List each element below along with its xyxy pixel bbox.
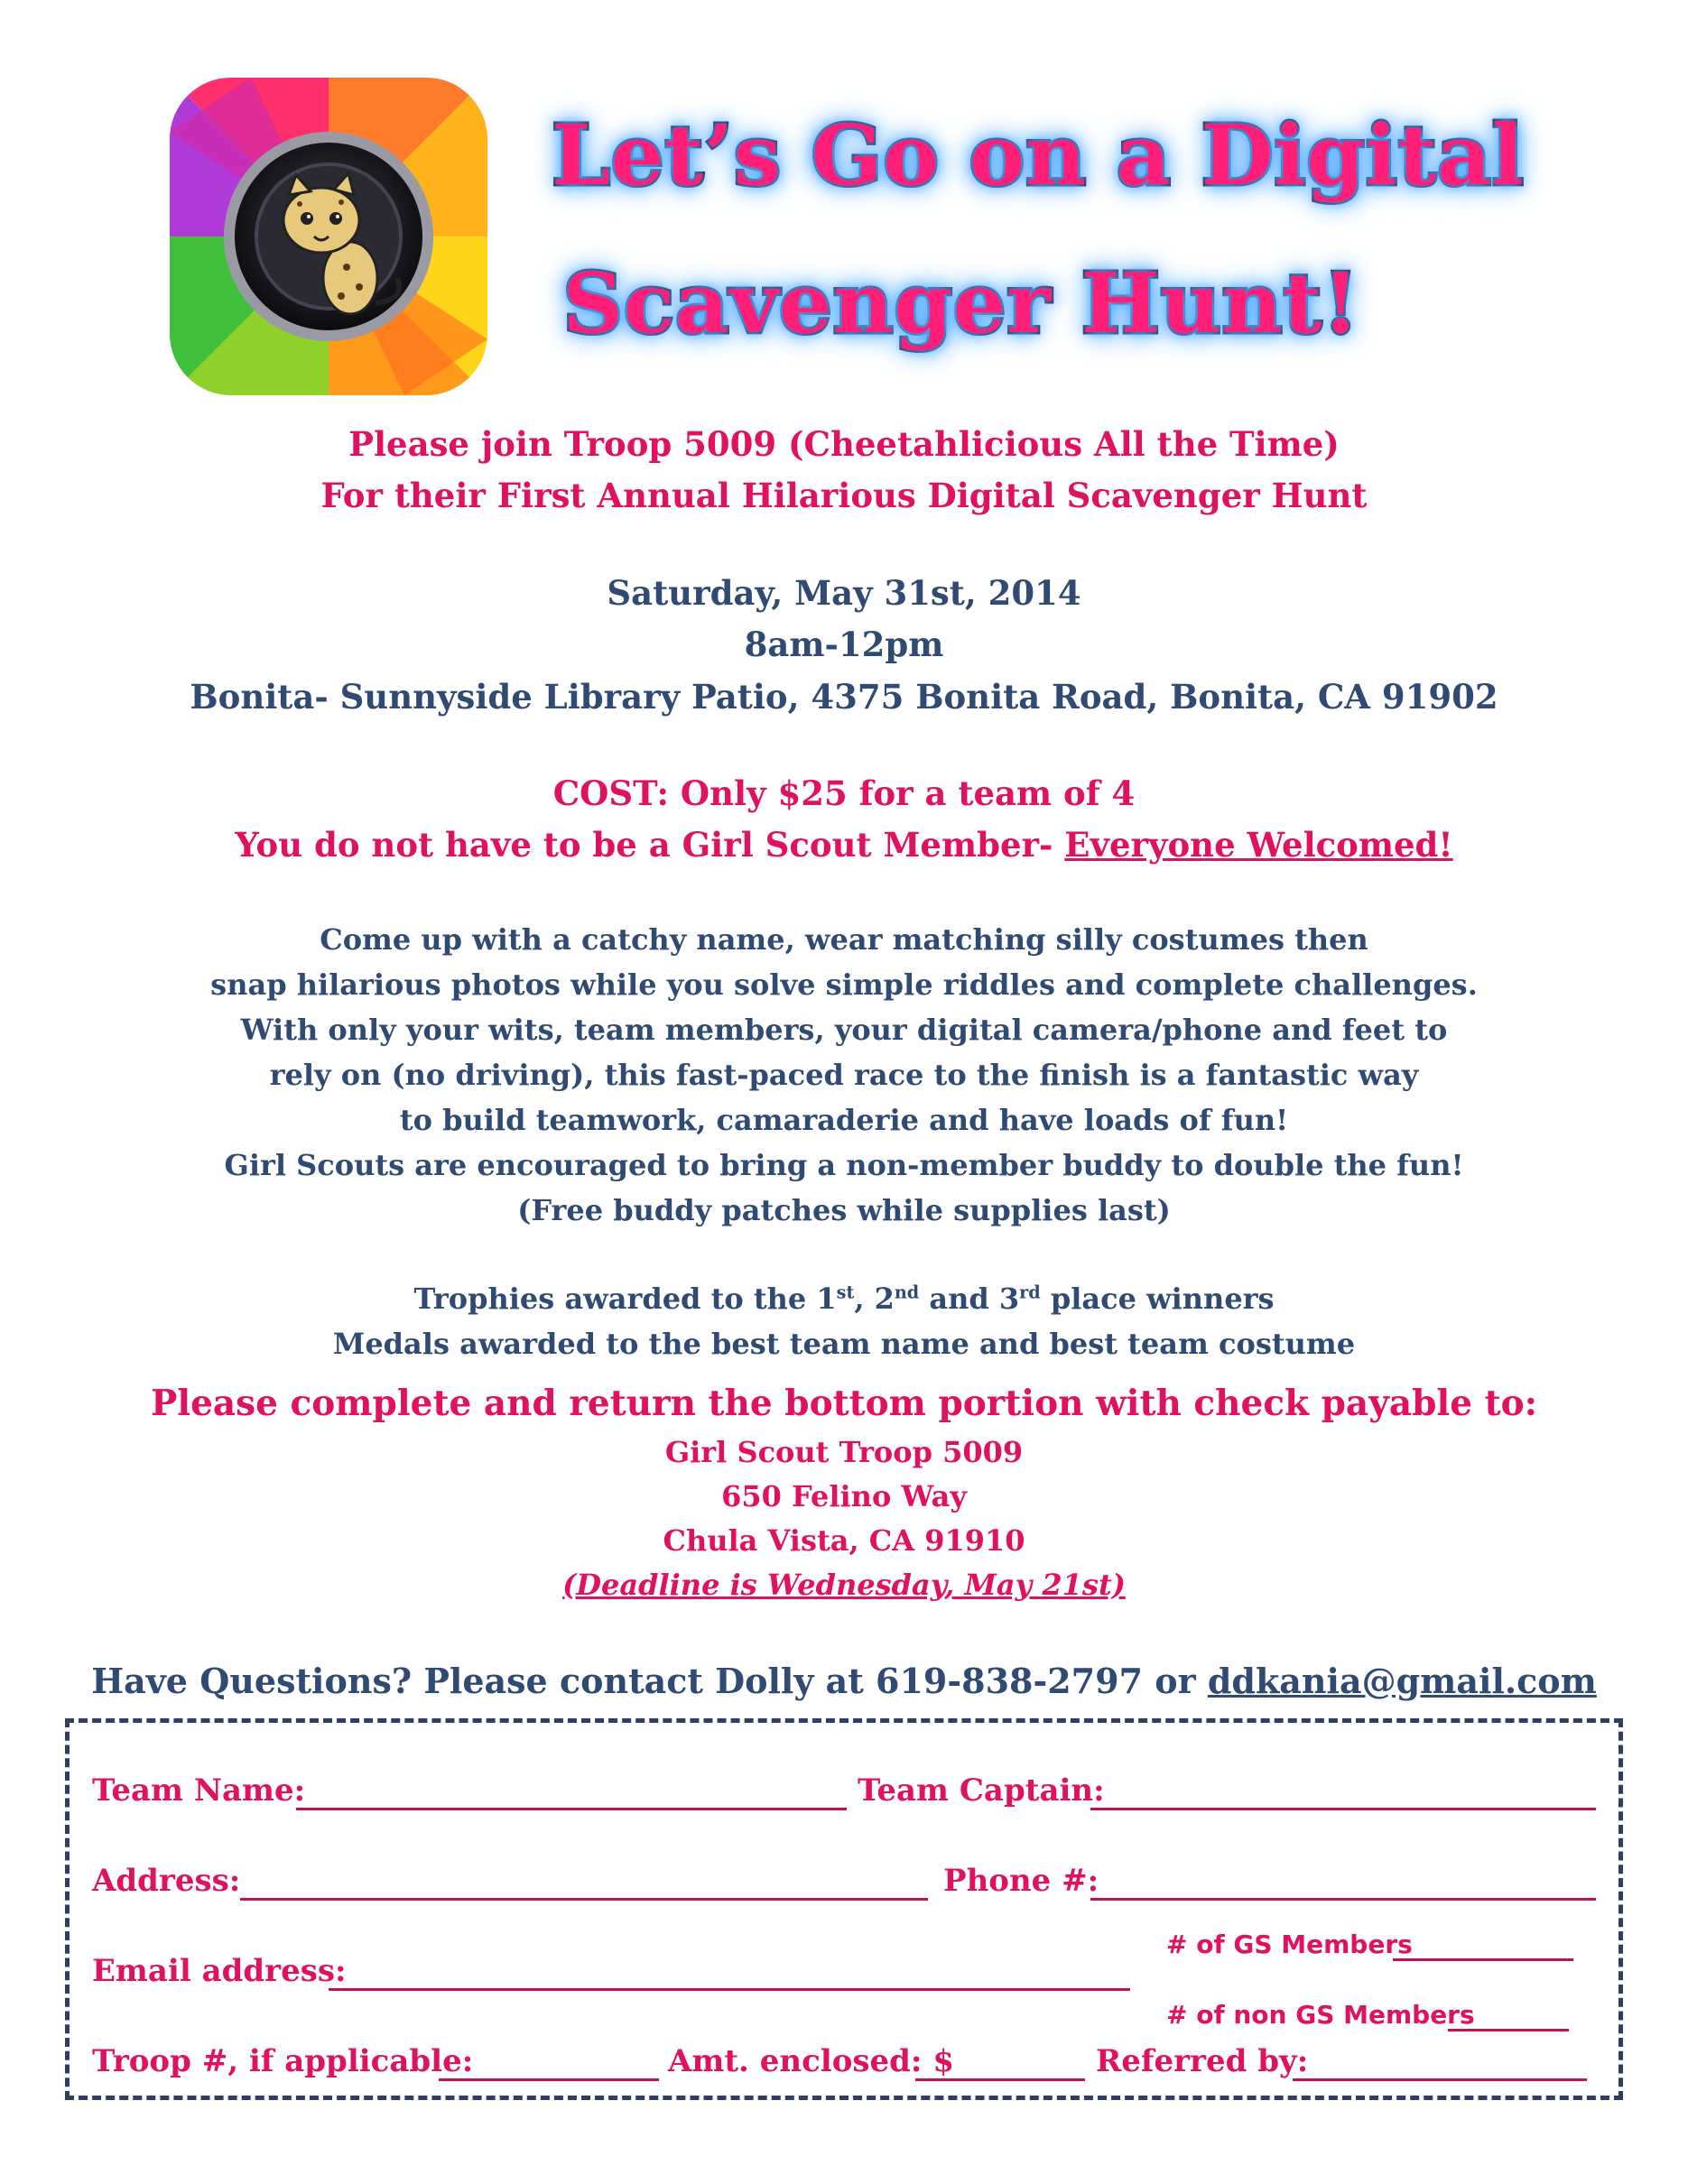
address-label: Address: <box>92 1863 241 1899</box>
event-date: Saturday, May 31st, 2014 <box>607 573 1081 613</box>
team-name-field[interactable] <box>296 1808 847 1810</box>
team-name-label: Team Name: <box>92 1772 306 1809</box>
medals-line: Medals awarded to the best team name and best team costume <box>332 1327 1356 1361</box>
amount-field[interactable] <box>915 2078 1085 2081</box>
trophies-text: Trophies awarded to the 1 <box>413 1282 837 1316</box>
gs-members-label: # of GS Members <box>1166 1930 1413 1959</box>
page-title-line-1: Let’s Go on a Digital <box>552 106 1525 204</box>
non-gs-members-field[interactable] <box>1448 2029 1569 2031</box>
address-field[interactable] <box>240 1898 928 1901</box>
description-line: Girl Scouts are encouraged to bring a non-member buddy to double the fun! <box>224 1148 1464 1182</box>
email-field[interactable] <box>329 1988 1130 1991</box>
referred-label: Referred by: <box>1096 2043 1309 2079</box>
team-captain-field[interactable] <box>1090 1808 1596 1810</box>
intro-line-2: For their First Annual Hilarious Digital Scavenger Hunt <box>320 476 1368 515</box>
membership-line <box>0 825 1688 865</box>
phone-field[interactable] <box>1090 1898 1596 1901</box>
payment-heading: Please complete and return the bottom portion with check payable to: <box>150 1383 1538 1424</box>
deadline: (Deadline is Wednesday, May 21st) <box>562 1568 1126 1602</box>
payee-street: 650 Felino Way <box>721 1479 967 1513</box>
email-label: Email address: <box>92 1953 347 1989</box>
troop-field[interactable] <box>439 2078 659 2081</box>
description-line: (Free buddy patches while supplies last) <box>517 1193 1171 1227</box>
contact-text: Have Questions? Please contact Dolly at 619-838-2797 or <box>91 1661 1208 1701</box>
amount-label: Amt. enclosed: $ <box>668 2043 954 2079</box>
intro-line-1: Please join Troop 5009 (Cheetahlicious All the Time) <box>348 424 1340 464</box>
event-time: 8am-12pm <box>744 625 944 664</box>
ordinal-st: st <box>836 1282 855 1303</box>
ordinal-nd: nd <box>894 1282 920 1303</box>
contact-line <box>0 1661 1688 1701</box>
trophies-text: , 2 <box>854 1282 895 1316</box>
ordinal-rd: rd <box>1019 1282 1041 1303</box>
gs-members-field[interactable] <box>1393 1958 1573 1961</box>
trophies-text: and 3 <box>919 1282 1020 1316</box>
payee-city: Chula Vista, CA 91910 <box>663 1523 1025 1558</box>
cost-line: COST: Only $25 for a team of 4 <box>552 773 1136 813</box>
troop-label: Troop #, if applicable: <box>92 2043 474 2079</box>
contact-email-link[interactable]: ddkania@gmail.com <box>1207 1661 1597 1701</box>
event-location: Bonita- Sunnyside Library Patio, 4375 Bonita Road, Bonita, CA 91902 <box>190 677 1498 717</box>
trophies-text: place winners <box>1040 1282 1275 1316</box>
trophies-line <box>0 1282 1688 1316</box>
referred-field[interactable] <box>1293 2078 1587 2081</box>
payee-name: Girl Scout Troop 5009 <box>664 1435 1024 1469</box>
membership-text: You do not have to be a Girl Scout Member- <box>235 825 1065 865</box>
description-line: snap hilarious photos while you solve simple riddles and complete challenges. <box>210 967 1478 1002</box>
description-line: Come up with a catchy name, wear matching silly costumes then <box>320 922 1368 957</box>
everyone-welcomed: Everyone Welcomed! <box>1064 825 1453 865</box>
page-title-line-2: Scavenger Hunt! <box>562 254 1360 352</box>
description-line: With only your wits, team members, your digital camera/phone and feet to <box>240 1013 1448 1047</box>
description-line: rely on (no driving), this fast-paced race to the finish is a fantastic way <box>269 1058 1419 1092</box>
description-line: to build teamwork, camaraderie and have loads of fun! <box>399 1103 1289 1137</box>
non-gs-members-label: # of non GS Members <box>1166 2000 1475 2030</box>
phone-label: Phone #: <box>943 1863 1099 1899</box>
team-captain-label: Team Captain: <box>858 1772 1105 1809</box>
